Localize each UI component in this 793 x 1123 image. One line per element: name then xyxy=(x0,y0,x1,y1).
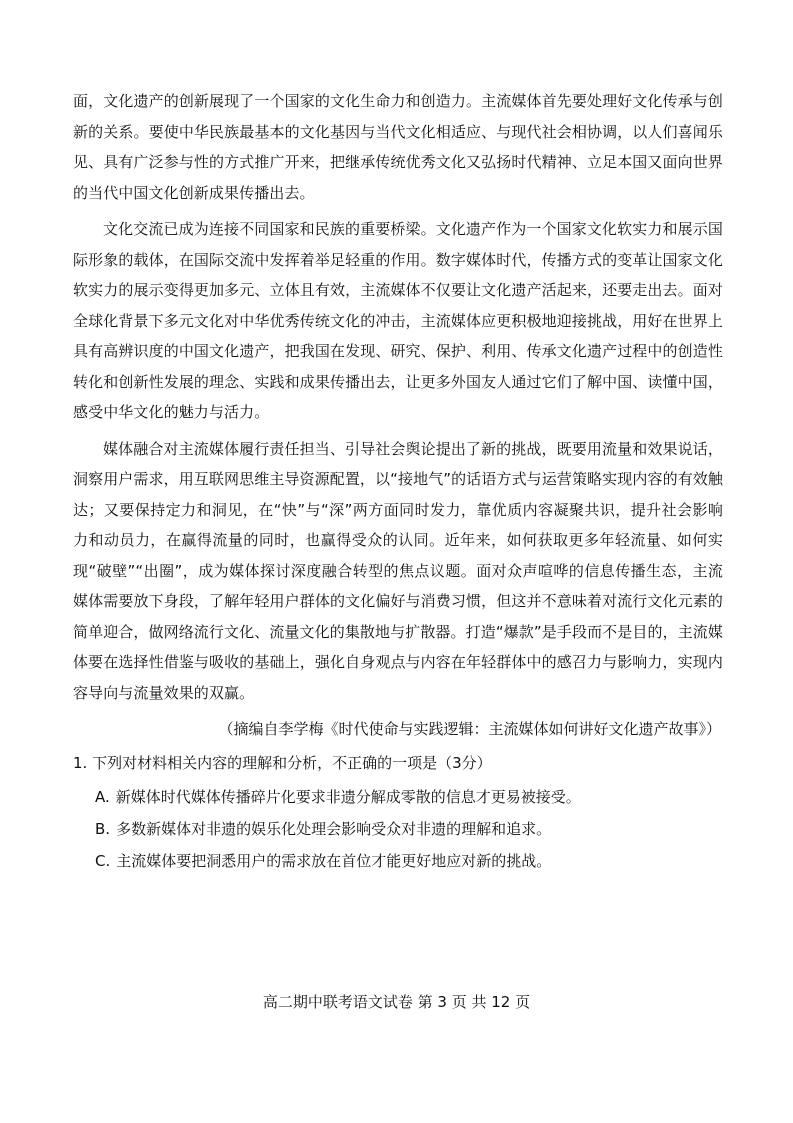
option-c xyxy=(95,846,723,876)
option-a-text: 新媒体时代媒体传播碎片化要求非遗分解成零散的信息才更易被接受。 xyxy=(115,788,581,806)
paragraph-1: 面，文化遗产的创新展现了一个国家的文化生命力和创造力。主流媒体首先要处理好文化传承与创新的关系。要使中华民族最基本的文化基因与当代文化相适应、与现代社会相协调，以人们喜闻乐见、具有广泛参与性的方式推广开来，把继承传统优秀文化又弘扬时代精神、立足本国又面向世界的当代中国文化创新成果传播出去。 xyxy=(73,92,723,202)
question-1: 1. 下列对材料相关内容的理解和分析，不正确的一项是（3分） xyxy=(73,754,492,772)
paragraph-3: 媒体融合对主流媒体履行责任担当、引导社会舆论提出了新的挑战，既要用流量和效果说话，洞察用户需求，用互联网思维主导资源配置，以“接地气”的话语方式与运营策略实现内容的有效触达；又要保持定力和洞见，在“快”与“深”两方面同时发力，靠优质内容凝聚共识，提升社会影响力和动员力，在赢得流量的同时，也赢得受众的认同。近年来，如何获取更多年轻流量、如何实现“破壁”“出圈”，成为媒体探讨深度融合转型的焦点议题。面对众声喧哗的信息传播生态，主流媒体需要放下身段，了解年轻用户群体的文化偏好与消费习惯，但这并不意味着对流行文化元素的简单迎合，做网络流行文化、流量文化的集散地与扩散器。打造“爆款”是手段而不是目的，主流媒体要在选择性借鉴与吸收的基础上，强化自身观点与内容在年轻群体中的感召力与影响力，实现内容导向与流量效果的双赢。 xyxy=(73,439,723,702)
page-footer: 高二期中联考语文试卷 第 3 页 共 12 页 xyxy=(262,993,531,1011)
option-b xyxy=(95,814,723,844)
option-b-letter: B. xyxy=(95,820,111,838)
page-content xyxy=(73,86,723,878)
option-c-letter: C. xyxy=(95,852,111,870)
source-citation: （摘编自李学梅《时代使命与实践逻辑：主流媒体如何讲好文化遗产故事》） xyxy=(218,720,721,738)
option-b-text: 多数新媒体对非遗的娱乐化处理会影响受众对非遗的理解和追求。 xyxy=(116,820,552,838)
paragraph-2: 文化交流已成为连接不同国家和民族的重要桥梁。文化遗产作为一个国家文化软实力和展示国际形象的载体，在国际交流中发挥着举足轻重的作用。数字媒体时代，传播方式的变革让国家文化软实力的展示变得更加多元、立体且有效，主流媒体不仅要让文化遗产活起来，还要走出去。面对全球化背景下多元文化对中华优秀传统文化的冲击，主流媒体应更积极地迎接挑战，用好在世界上具有高辨识度的中国文化遗产，把我国在发现、研究、保护、利用、传承文化遗产过程中的创造性转化和创新性发展的理念、实践和成果传播出去，让更多外国友人通过它们了解中国、读懂中国，感受中华文化的魅力与活力。 xyxy=(73,220,723,421)
option-a-letter: A. xyxy=(95,788,110,806)
option-a xyxy=(95,782,723,812)
option-c-text: 主流媒体要把洞悉用户的需求放在首位才能更好地应对新的挑战。 xyxy=(116,852,552,870)
